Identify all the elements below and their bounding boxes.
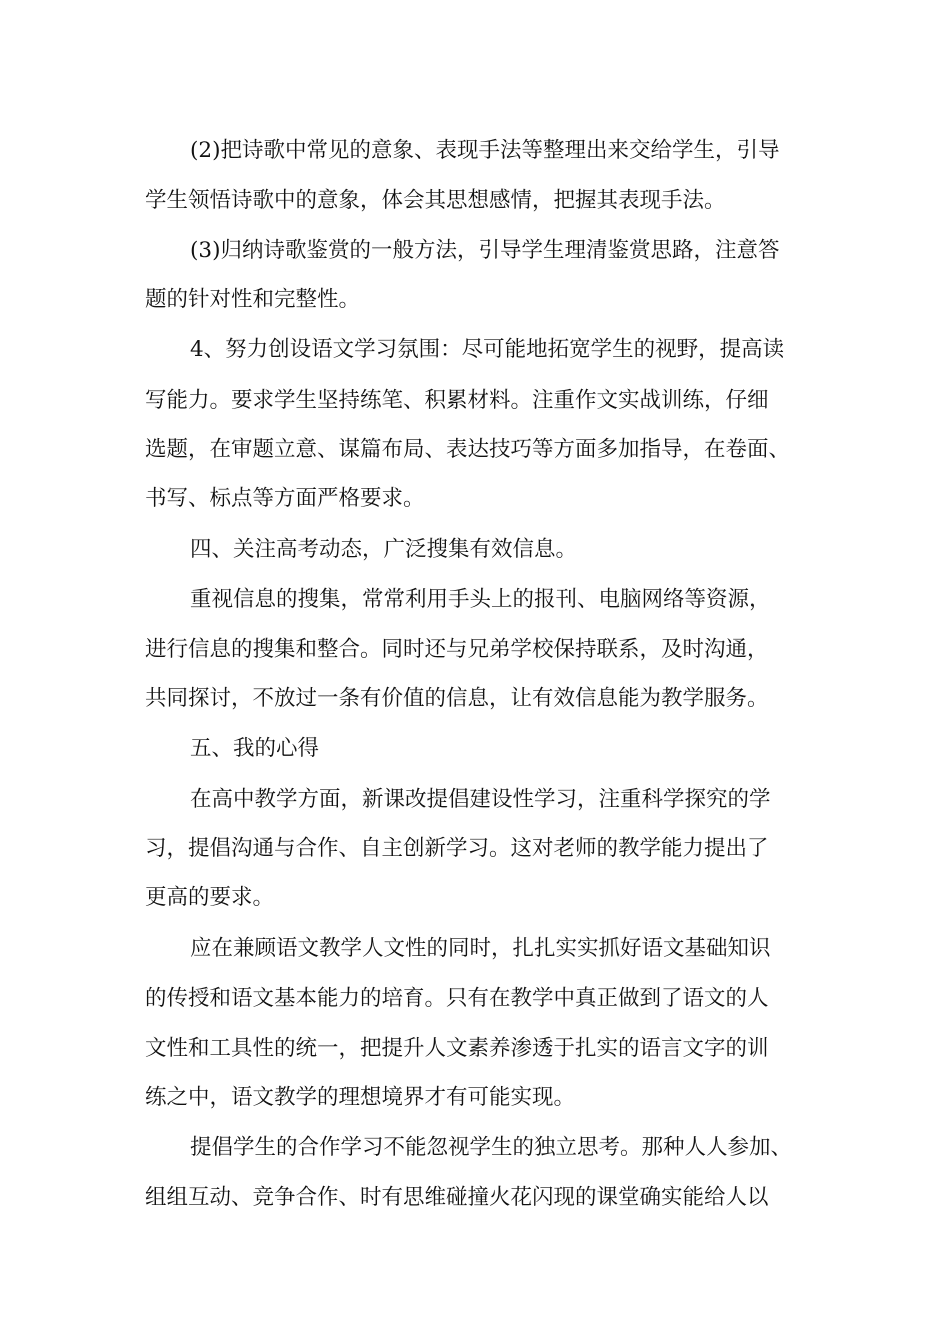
text-line: 进行信息的搜集和整合。同时还与兄弟学校保持联系，及时沟通， (145, 637, 769, 662)
text-line: (3)归纳诗歌鉴赏的一般方法，引导学生理清鉴赏思路，注意答 (190, 238, 780, 263)
text-line: 习，提倡沟通与合作、自主创新学习。这对老师的教学能力提出了 (145, 836, 769, 861)
text-line: 学生领悟诗歌中的意象，体会其思想感情，把握其表现手法。 (145, 188, 726, 213)
text-line: 共同探讨，不放过一条有价值的信息，让有效信息能为教学服务。 (145, 686, 769, 711)
text-line: 在高中教学方面，新课改提倡建设性学习，注重科学探究的学 (190, 787, 771, 812)
text-line: 文性和工具性的统一，把提升人文素养渗透于扎实的语言文字的训 (145, 1036, 769, 1061)
text-line: 练之中，语文教学的理想境界才有可能实现。 (145, 1085, 576, 1110)
text-line: (2)把诗歌中常见的意象、表现手法等整理出来交给学生，引导 (190, 138, 780, 163)
text-line: 书写、标点等方面严格要求。 (145, 486, 425, 511)
text-line: 写能力。要求学生坚持练笔、积累材料。注重作文实战训练，仔细 (145, 388, 769, 413)
section-heading: 五、我的心得 (190, 736, 320, 761)
text-line: 题的针对性和完整性。 (145, 287, 361, 312)
text-line: 组组互动、竞争合作、时有思维碰撞火花闪现的课堂确实能给人以 (145, 1185, 769, 1210)
text-line: 重视信息的搜集，常常利用手头上的报刊、电脑网络等资源， (190, 587, 771, 612)
section-heading: 四、关注高考动态，广泛搜集有效信息。 (190, 537, 578, 562)
text-line: 提倡学生的合作学习不能忽视学生的独立思考。那种人人参加、 (190, 1135, 793, 1160)
text-line: 应在兼顾语文教学人文性的同时，扎扎实实抓好语文基础知识 (190, 936, 771, 961)
text-line: 更高的要求。 (145, 885, 275, 910)
text-line: 4、努力创设语文学习氛围：尽可能地拓宽学生的视野，提高读 (190, 337, 785, 362)
text-line: 选题，在审题立意、谋篇布局、表达技巧等方面多加指导，在卷面、 (145, 437, 791, 462)
text-line: 的传授和语文基本能力的培育。只有在教学中真正做到了语文的人 (145, 986, 769, 1011)
